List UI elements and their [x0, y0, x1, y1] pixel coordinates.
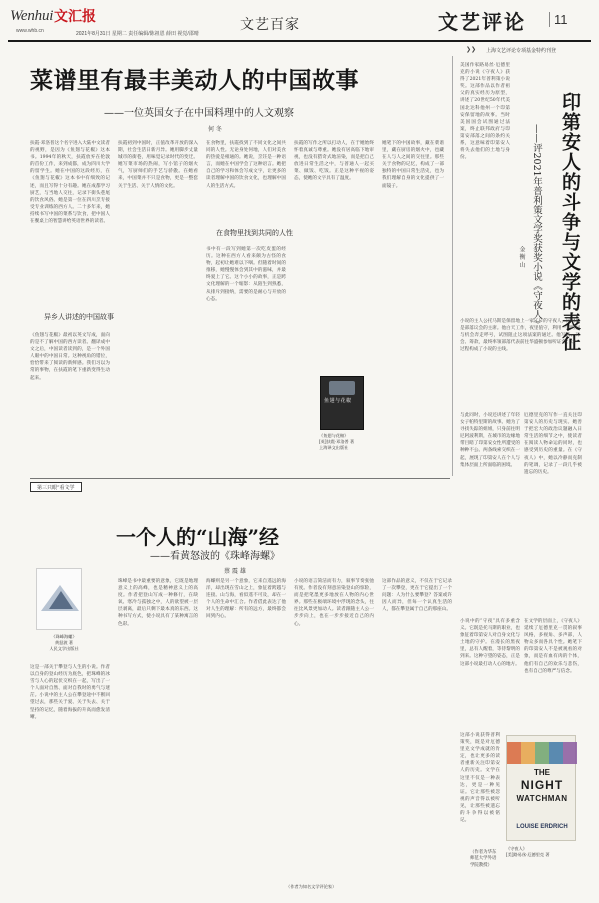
second-author-note: （作者为知名文学评论家） — [286, 884, 337, 889]
lead-subtitle: ——一位英国女子在中国料理中的人文观察 — [104, 108, 294, 119]
lead-column-1b: 《鱼翅与花椒》最初以英文写成，面向的是不了解中国的西方读者。翻译成中文之后，中国读者读到的，是一个外国人眼中的中国日常。这种视角的错位，恰恰带来了阅读的新鲜感。我们习以为常的事物，在扶霞的笔下重新变得生动起来。 — [30, 333, 110, 381]
column-badge: 第三只眼”看文学 — [30, 482, 82, 492]
brand-url: www.whb.cn — [16, 28, 44, 34]
lead-column-3b: 书中有一段写到她第一次吃皮蛋的经历。这种在西方人看来颇为古怪的食物，起初让她难以下咽。但随着时间的推移，她慢慢体会到其中的滋味，并最终爱上了它。这个小小的故事，正是跨文化理解的一个缩影：从陌生到熟悉，从排斥到接纳，需要的是耐心与开放的心态。 — [206, 247, 286, 302]
cover-watchman: WATCHMAN — [516, 794, 568, 803]
second-column-4: 小说的语言简洁而有力，叙事节奏张弛有度。作者没有刻意渲染登山的惊险，而是把笔墨更多地放在人物的内心世界。那些在极端环境中浮现的念头，往往比风景更加动人。读者跟随主人公一步步向上，也在一步步接近自己的内心。 — [294, 579, 374, 627]
right-column-7: 这部小说获得普利策奖，既是对厄德里克文学成就的肯定，也让更多的读者重新关注印第安人的历史。文学在这里不仅是一种表达，更是一种见证。它让那些被忽视的声音得以被听见，让那些被遗忘的斗争得以被铭记。 — [460, 733, 500, 824]
lead-subhead-1: 异乡人讲述的中国故事 — [44, 313, 114, 321]
lead-subhead-2: 在食物里找到共同的人性 — [216, 229, 293, 237]
masthead-rule — [8, 40, 591, 42]
book-cover-image — [36, 568, 82, 630]
book-cover-caption: 《珠峰海螺》 黄怒波 著 人民文学出版社 — [49, 634, 79, 651]
second-author: 蔡 震 雄 — [224, 568, 246, 575]
right-column-3: 与此同时，小说还讲述了年轻女子帕特里斯的故事。她为了寻找失踪的姐姐，只身前往明尼阿波利斯，在城市的边缘地带目睹了印第安女性所遭受的种种不公。两条线索交织在一起，展现了印第安人在个人与集体层面上所面临的困境。 — [460, 413, 520, 468]
book-photo-title: 鱼翅与花椒 — [324, 398, 352, 404]
lead-column-3a: 在食物里，扶霞找到了不同文化之间共同的人性。无论身处何地，人们对美食的热爱是相通的。她说，烹饪是一种语言，而她在中国学会了这种语言。她把自己的学习和体会写成文字，让更多的读者理解中国的饮食文化，也理解中国人的生活方式。 — [206, 141, 286, 189]
brand-en: Wenhui — [10, 8, 54, 24]
right-column-6: 在文学的层面上，《守夜人》延续了厄德里克一贯的叙事风格，多视角、多声部，人物众多而各具个性。她笔下的印第安人不是被观看的对象，而是有血有肉的个体，他们有自己的欢乐与悲伤，也有自己的尊严与信念。 — [524, 619, 582, 674]
second-column-1: 这是一部关于攀登与人生的小说。作者以自身的登山经历为底色，把珠峰的冰雪与人心的起伏交织在一起，写出了一个人面对自然、面对自我时的勇气与迷茫。小说中的主人公在攀登途中不断回望过去，那些关于爱、关于失去、关于坚持的记忆，随着海拔的升高而愈发清晰。 — [30, 665, 110, 720]
right-column-1: 美国作家路易丝·厄德里克的小说《守夜人》获得了2021年普利策小说奖。这部作品以作者祖父的真实经历为原型，讲述了20世纪50年代美国北达科他州一个印第安保留地的故事。当时美国国会试图通过法案，终止联邦政府与印第安部落之间的条约关系，这意味着印第安人将失去他们的土地与身份。 — [460, 63, 510, 161]
right-column-2: 小说的主人公托马斯是保留地上一家工厂的守夜人，同时也是部落议会的主席。他白天工作，夜里值守，利用一切时间与机会奔走呼号，试图阻止这项法案的通过。他写信、开会、筹款，最终率领部落代表前往华盛顿参加听证会。这一过程构成了小说的主线。 — [460, 319, 580, 353]
chevron-right-icon: ❯❯ — [466, 46, 477, 53]
issue-line: 2021年8月31日 星期二 责任编辑/陈祖恩 薛田 视觉/邵晴 — [76, 31, 199, 37]
lead-column-5: 她笔下的中国故事，藏在菜谱里，藏在厨房的烟火中，也藏在人与人之间的交往里。那些关于食物的记忆，构成了一部独特的中国日常生活史，也为我们理解自身的文化提供了一面镜子。 — [382, 141, 444, 189]
lead-column-2: 扶霞初到中国时，正值改革开放的深入期，社会生活日新月异。她用脚步丈量城市的街巷，用味觉记录时代的变迁。她写菜市场的热闹，写小馆子的烟火气，写厨师们的手艺与骄傲。在她看来，中国菜并不只是食物，更是一整套关于生活、关于人情的文化。 — [118, 141, 198, 189]
second-column-3: 海螺则是另一个意象，它来自遥远的海洋，却出现在雪山之上，象征着跨越与连接。山与海，看似遥不可及，却在一个人的生命中汇合。作者借此表达了他对人生的理解：所有的远方，最终都会回到内心。 — [206, 579, 286, 620]
book-photo — [320, 376, 364, 430]
section-tag: 文艺百家 — [240, 17, 300, 33]
night-watchman-cover — [506, 735, 576, 841]
brand-cn: 文汇报 — [54, 9, 96, 25]
right-column-5: 小说中的“守夜”具有多重含义。它既是托马斯的职业，也象征着印第安人对自身文化与土地的守护。在漫长的黑夜里，总有人醒着，等待黎明的到来。这种守望的姿态，正是这部小说最打动人心的地方。 — [460, 619, 520, 667]
lead-column-1: 扶霞·邓洛普这个名字进入大陆中文读者的视野，是因为《鱼翅与花椒》这本书。1994年的秋天，扶霞放弃在伦敦的首份工作，来到成都，成为四川大学的留学生。她在中国的这段经历，在《鱼翅与花椒》这本书中有细致的记述，而且写得十分有趣。她在成都学习厨艺，与当地人交往，记录下街头巷尾的饮食风俗。她是第一位在四川烹专接受专业训练的西方人。二十多年来，她持续书写中国的菜系与饮食，把中国人在餐桌上的智慧讲给英语世界的读者。 — [30, 141, 110, 225]
book-photo-caption: 《鱼翅与花椒》 [英]扶霞·邓洛普 著 上海译文出版社 — [319, 433, 355, 450]
right-headline: 印第安人的斗争与文学的表征 — [559, 92, 581, 352]
second-headline: 一个人的“山海”经 — [116, 525, 280, 549]
right-subtitle: ——评2021年普利策文学奖获奖小说《守夜人》 — [531, 124, 542, 329]
second-subtitle: ——看黄怒波的《珠峰海螺》 — [150, 551, 280, 562]
masthead — [8, 4, 591, 42]
second-column-5: 这部作品的意义，不仅在于它记录了一次攀登，更在于它提出了一个问题：人为什么要攀登？答案或许因人而异，但每一个认真生活的人，都在攀登属于自己的那座山。 — [382, 579, 452, 613]
night-watchman-caption: 《守夜人》 [美]路易丝·厄德里克 著 — [506, 846, 550, 857]
page-name: 文艺评论 — [438, 10, 526, 34]
cover-night: NIGHT — [520, 778, 564, 792]
lead-headline: 菜谱里有最丰美动人的中国故事 — [30, 67, 359, 94]
column-divider — [452, 56, 453, 476]
mountain-shadow — [49, 591, 73, 609]
portrait-image — [329, 381, 355, 395]
cover-stripe — [507, 742, 577, 764]
right-author-note: （作者为华东师范大学外语学院教授） — [470, 850, 497, 868]
cover-the: THE — [534, 768, 550, 777]
page-number: 11 — [549, 12, 568, 27]
right-column-4: 厄德里克的写作一直关注印第安人的历史与现实。她善于把宏大的政治议题融入日常生活的细节之中，使读者在阅读人物命运的同时，也感受到历史的重量。在《守夜人》中，她以冷静而克制的笔调，记录了一段几乎被遗忘的历史。 — [524, 413, 582, 475]
lead-column-4: 扶霞的写作之所以打动人，在于她始终怀着真诚与尊重。她没有居高临下地审视，也没有猎奇式地渲染，而是把自己放进日常生活之中，与普通人一起买菜、做饭、吃饭。正是这种平视的姿态，使她的文字具有了温度。 — [294, 141, 374, 182]
second-column-2: 珠峰是书中最重要的意象，它既是地理意义上的高峰，也是精神意义上的高度。作者把登山写成一种修行，在缺氧、寒冷与孤独之中，人的欲望被一层层剥离，最后只剩下最本真的东西。这种书写方式，使小说具有了某种寓言的色彩。 — [118, 579, 198, 627]
cover-author: LOUISE ERDRICH — [516, 824, 568, 830]
lead-author: 何 冬 — [208, 126, 222, 133]
section-divider — [30, 478, 450, 479]
right-author: 金 衡 山 — [518, 246, 525, 268]
sponsor-line: 上海文艺评论专项基金特约刊登 — [486, 48, 557, 54]
